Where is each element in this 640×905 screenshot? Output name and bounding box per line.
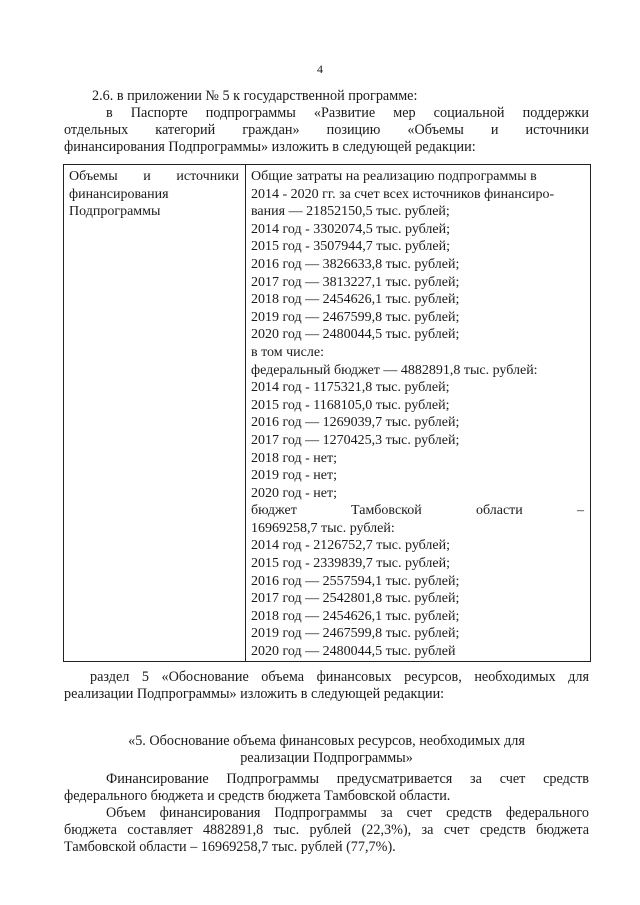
region-year-2020: 2020 год — 2480044,5 тыс. рублей [251,644,456,660]
including-label: в том числе: [251,344,324,360]
label-word-3: источники [176,169,239,184]
federal-year-2015: 2015 год - 1168105,0 тыс. рублей; [251,397,450,413]
section5-p1-line-1: Финансирование Подпрограммы предусматривается за счет средств [106,771,589,787]
section5-p2-line-2: бюджета составляет 4882891,8 тыс. рублей (22,3%), за счет средств бюджета [64,822,589,838]
intro-paragraph [64,105,589,156]
section5-paragraph-2 [64,805,589,856]
intro-line-1: 2.6. в приложении № 5 к государственной программе: [92,88,418,104]
section5-paragraph-1 [64,771,589,805]
federal-budget-total: федеральный бюджет — 4882891,8 тыс. рублей: [251,362,538,378]
federal-year-2017: 2017 год — 1270425,3 тыс. рублей; [251,432,460,448]
label-line-3: Подпрограммы [69,204,161,220]
section5-p2-line-1: Объем финансирования Подпрограммы за счет средств федерального [106,805,589,821]
section5-intro-line-1: раздел 5 «Обоснование объема финансовых ресурсов, необходимых для [90,669,589,685]
region-year-2019: 2019 год — 2467599,8 тыс. рублей; [251,626,460,642]
intro-para-line-3: финансирования Подпрограммы» изложить в следующей редакции: [64,139,476,155]
intro-para-line-1: в Паспорте подпрограммы «Развитие мер социальной поддержки [106,105,589,121]
passport-row [64,165,591,662]
region-word-3: области [475,503,523,519]
section5-p2-line-3: Тамбовской области – 16969258,7 тыс. рублей (77,7%). [64,839,396,855]
section5-heading-line-2: реализации Подпрограммы» [240,750,413,766]
federal-year-2014: 2014 год - 1175321,8 тыс. рублей; [251,380,450,396]
passport-table [63,164,591,662]
passport-row-label [64,165,246,662]
total-year-2015: 2015 год - 3507944,7 тыс. рублей; [251,239,451,255]
label-line-1 [69,168,239,186]
region-year-2015: 2015 год - 2339839,7 тыс. рублей; [251,556,451,572]
section5-p1-line-2: федерального бюджета и средств бюджета Тамбовской области. [64,788,451,804]
region-budget-total: 16969258,7 тыс. рублей: [251,520,395,536]
region-year-2014: 2014 год - 2126752,7 тыс. рублей; [251,538,451,554]
total-line-2: 2014 - 2020 гг. за счет всех источников финансиро- [251,186,555,202]
region-budget-line [251,502,584,520]
passport-row-value [246,165,591,662]
total-year-2017: 2017 год — 3813227,1 тыс. рублей; [251,274,460,290]
label-line-2: финансирования [69,186,169,202]
region-word-2: Тамбовской [351,503,422,519]
total-year-2016: 2016 год — 3826633,8 тыс. рублей; [251,256,460,272]
federal-year-2016: 2016 год — 1269039,7 тыс. рублей; [251,415,460,431]
total-year-2019: 2019 год — 2467599,8 тыс. рублей; [251,309,460,325]
total-line-1 [251,168,584,186]
section5-intro-line-2: реализации Подпрограммы» изложить в следующей редакции: [64,686,445,702]
region-year-2017: 2017 год — 2542801,8 тыс. рублей; [251,591,460,607]
intro-para-line-2: отдельных категорий граждан» позицию «Объемы и источники [64,122,589,138]
section5-heading-line-1: «5. Обоснование объема финансовых ресурсов, необходимых для [128,733,525,749]
region-dash: – [576,503,584,519]
region-year-2018: 2018 год — 2454626,1 тыс. рублей; [251,608,460,624]
total-year-2014: 2014 год - 3302074,5 тыс. рублей; [251,221,451,237]
section5-intro [64,669,589,703]
region-word-1: бюджет [251,503,297,519]
label-word-2: и [143,169,151,184]
total-year-2018: 2018 год — 2454626,1 тыс. рублей; [251,292,460,308]
total-year-2020: 2020 год — 2480044,5 тыс. рублей; [251,327,460,343]
region-year-2016: 2016 год — 2557594,1 тыс. рублей; [251,573,460,589]
federal-year-2018: 2018 год - нет; [251,450,337,466]
section5-heading [64,733,589,767]
federal-year-2020: 2020 год - нет; [251,485,337,501]
federal-year-2019: 2019 год - нет; [251,468,337,484]
page-number: 4 [317,62,323,76]
total-line-1-text: Общие затраты на реализацию подпрограммы в [251,169,537,184]
label-word-1: Объемы [69,169,118,184]
total-line-3: вания — 21852150,5 тыс. рублей; [251,204,450,220]
